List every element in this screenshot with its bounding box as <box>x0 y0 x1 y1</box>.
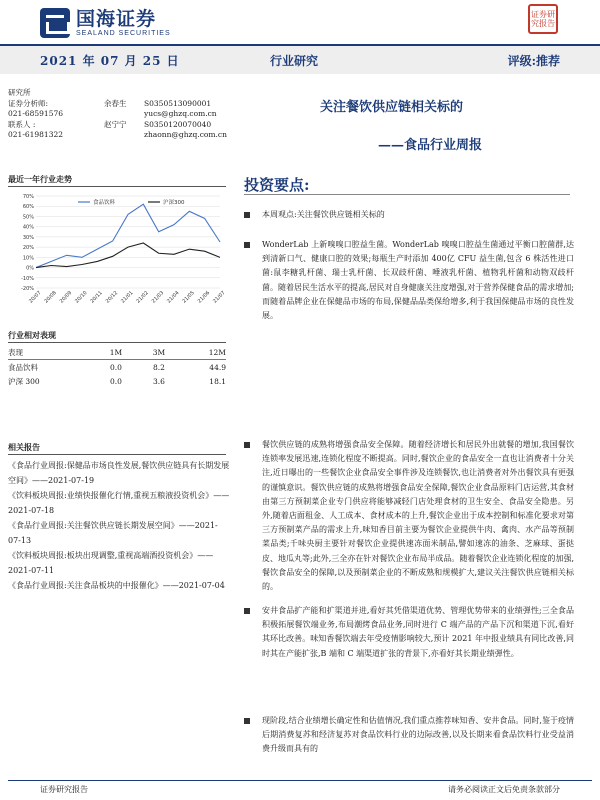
report-type: 行业研究 <box>270 53 319 68</box>
analyst-license: S0350513090001 <box>144 98 212 108</box>
x-tick-label: 20/11 <box>89 290 104 305</box>
table-header-row <box>8 346 226 360</box>
report-link[interactable]: 《饮料板块周报:板块出现调整,重视高端酒投资机会》——2021-07-11 <box>8 551 214 575</box>
report-subtitle: ——食品行业周报 <box>378 138 483 153</box>
research-report-stamp <box>528 4 558 34</box>
related-reports <box>8 458 230 593</box>
analyst-info <box>8 88 258 141</box>
analyst-label: 证券分析师: <box>8 98 49 108</box>
y-tick-label: -20% <box>21 286 34 292</box>
contact-phone: 021-61981322 <box>8 130 64 139</box>
contact-blank <box>104 130 144 141</box>
report-link[interactable]: 《饮料板块周报:业绩快报催化行情,重视五粮液投资机会》——2021-07-18 <box>8 491 230 515</box>
company-logo <box>40 6 210 40</box>
list-item <box>244 438 574 594</box>
bullet-text: 安井食品扩产能和扩渠道并进,看好其凭借渠道优势、管理优势带来的业绩弹性;三全食品积极拓展餐饮端业务,布局潮烤食品业务,同时进行 C 端产品的产品下沉和渠道下沉,看好其环比改善。味知香餐饮端去年受疫情影响较大,预计 2021 年中报业绩具有同比改善,同时其在产能扩张,B 端和 C 端渠道扩张的背景下,亦看好其长期业绩弹性。 <box>262 606 574 658</box>
report-link[interactable]: 《食品行业周报:关注餐饮供应链长期发展空间》——2021-07-13 <box>8 521 218 545</box>
analyst-row <box>8 109 258 120</box>
header-cell: 表现 <box>8 348 23 357</box>
performance-heading: 行业相对表现 <box>8 330 56 340</box>
x-tick-label: 20/08 <box>43 290 58 305</box>
bullet-square-icon <box>244 608 250 614</box>
list-item <box>244 714 574 757</box>
x-tick-label: 20/07 <box>28 290 43 305</box>
header-cell: 3M <box>152 348 166 357</box>
report-title: 关注餐饮供应链相关标的 <box>320 100 464 115</box>
x-tick-label: 20/12 <box>104 290 120 305</box>
list-item <box>244 208 574 222</box>
header-cell: 1M <box>109 348 123 357</box>
reports-heading: 相关报告 <box>8 442 40 452</box>
analyst-row <box>8 120 258 131</box>
institute-label: 研究所 <box>8 88 31 97</box>
contact-label: 联系人 : <box>8 119 36 129</box>
divider <box>8 454 226 455</box>
x-tick-label: 21/01 <box>120 290 135 305</box>
y-tick-label: 10% <box>22 255 34 262</box>
logo-chinese-name: 国海证券 <box>76 7 157 30</box>
analyst-row <box>8 130 258 141</box>
logo-english-name: SEALAND SECURITIES <box>76 29 171 37</box>
divider <box>8 342 226 343</box>
list-item <box>244 604 574 661</box>
x-tick-label: 21/05 <box>181 290 196 305</box>
x-tick-label: 20/10 <box>74 290 89 305</box>
y-tick-label: 50% <box>22 214 34 221</box>
key-points-heading: 投资要点: <box>244 176 310 194</box>
legend-label: 沪深300 <box>163 200 185 206</box>
report-link[interactable]: 《食品行业周报:保健品市场良性发展,餐饮供应链具有长期发展空间》——2021-07-19 <box>8 461 230 485</box>
table-cell: 0.0 <box>110 376 122 386</box>
table-cell: 3.6 <box>153 376 165 386</box>
trend-chart <box>8 190 226 310</box>
divider <box>244 194 570 195</box>
list-item <box>244 238 574 323</box>
bullet-square-icon <box>244 212 250 218</box>
x-tick-label: 21/03 <box>150 290 166 305</box>
x-tick-label: 21/07 <box>212 290 226 305</box>
y-tick-label: 40% <box>22 224 34 231</box>
contact-name: 赵宁宁 <box>104 119 127 129</box>
footer-left: 证券研究报告 <box>40 785 88 794</box>
table-cell: 44.9 <box>209 362 226 372</box>
contact-email: zhaonn@ghzq.com.cn <box>144 130 227 139</box>
analyst-phone: 021-68591576 <box>8 109 64 118</box>
table-cell: 沪深 300 <box>8 376 40 386</box>
analyst-row <box>8 99 258 110</box>
x-tick-label: 21/04 <box>166 290 181 305</box>
stamp-text: 证券研究报告 <box>531 10 555 28</box>
trend-heading: 最近一年行业走势 <box>8 174 72 184</box>
rating: 评级:推荐 <box>507 53 560 68</box>
sealand-logo-icon <box>40 8 70 38</box>
performance-table <box>8 346 226 388</box>
legend-label: 食品饮料 <box>93 200 116 206</box>
bullet-text: 现阶段,结合业绩增长确定性和估值情况,我们重点推荐味知香、安井食品。同时,鉴于疫情后期消费复苏和经济复苏对食品饮料行业的边际改善,以及长期来看食品饮料行业受益消费升级而具有的 <box>262 716 574 754</box>
x-tick-label: 21/06 <box>196 290 212 305</box>
divider <box>8 186 226 187</box>
y-tick-label: -10% <box>21 275 34 282</box>
trend-chart-svg <box>8 190 226 310</box>
table-cell: 8.2 <box>153 362 165 372</box>
series-line <box>36 204 220 267</box>
table-cell: 0.0 <box>110 362 122 372</box>
report-link[interactable]: 《食品行业周报:关注食品板块的中报催化》——2021-07-04 <box>8 581 225 590</box>
analyst-blank <box>104 109 144 120</box>
bullet-text: WonderLab 上新嗅嗅口腔益生菌。WonderLab 嗅嗅口腔益生菌通过平衡口腔菌群,达到清新口气、健康口腔的效果;每瓶生产时添加 400亿 CFU 益生菌,包含 6 株活性进口菌:鼠李糖乳杆菌、瑞士乳杆菌、长双歧杆菌、唾液乳杆菌、植物乳杆菌和动物双歧杆菌。随着居民生活水平的提高,居民对自身健康关注度增强,对于营养保健食品的需求增加;而随着品牌企业在保健品市场的布局,保健品品类保给增多,利于我国保健品市场的良性发展。 <box>262 240 574 321</box>
bullet-text: 本周观点:关注餐饮供应链相关标的 <box>262 210 385 219</box>
table-cell: 食品饮料 <box>8 362 38 372</box>
bullet-square-icon <box>244 718 250 724</box>
table-row <box>8 374 226 388</box>
x-tick-label: 21/02 <box>135 290 150 305</box>
table-row <box>8 360 226 374</box>
header-cell: 12M <box>208 348 226 357</box>
header-bar <box>0 44 600 74</box>
analyst-email: yucs@ghzq.com.cn <box>144 109 217 118</box>
bullet-square-icon <box>244 242 250 248</box>
contact-license: S0350120070040 <box>144 119 212 129</box>
y-tick-label: 30% <box>22 234 34 241</box>
report-date: 2021 年 07 月 25 日 <box>40 53 180 68</box>
footer-divider <box>8 780 592 781</box>
y-tick-label: 20% <box>22 245 34 252</box>
y-tick-label: 60% <box>22 204 34 211</box>
bullet-square-icon <box>244 442 250 448</box>
bullet-text: 餐饮供应链的成熟将增强食品安全保障。随着经济增长和居民外出就餐的增加,我国餐饮连锁率发展迅速,连锁化程度不断提高。同时,餐饮企业的食品安全一直也让消费者十分关注,近日曝出的一些餐饮企业食品安全事件涉及连锁餐饮,也让消费者对外出餐饮具有更强的谨慎意识。餐饮供应链的成熟将增强食品安全保障,餐饮企业食品原料门店运营,其食材由第三方预制菜企业专门供应将能够减轻门店处理食材的卫生安全、食品安全隐患。另外,随着店面租金、人工成本、食材成本的上升,餐饮企业出于成本控制和标准化要求对第三方预制菜产品的需求上升,味知香目前主要为餐饮企业提供牛肉、禽肉、水产品等预制菜品类;千味央厨主要针对餐饮企业提供速冻面米制品,譬如速冻的油条、芝麻球、蛋挞皮、地瓜丸等;此外,三全亦在针对餐饮企业布局半成品。随着餐饮企业连锁化程度的加强,餐饮食品安全的保障,以及预制菜企业的不断成熟和规模扩大,建议关注餐饮供应链相关标的。 <box>262 440 574 592</box>
table-cell: 18.1 <box>209 376 226 386</box>
series-line <box>36 243 220 268</box>
y-tick-label: 0% <box>26 265 34 272</box>
footer-disclaimer: 请务必阅读正文后免责条款部分 <box>448 785 560 794</box>
y-tick-label: 70% <box>22 194 34 200</box>
x-tick-label: 20/09 <box>58 290 74 305</box>
analyst-name: 余春生 <box>104 98 127 108</box>
